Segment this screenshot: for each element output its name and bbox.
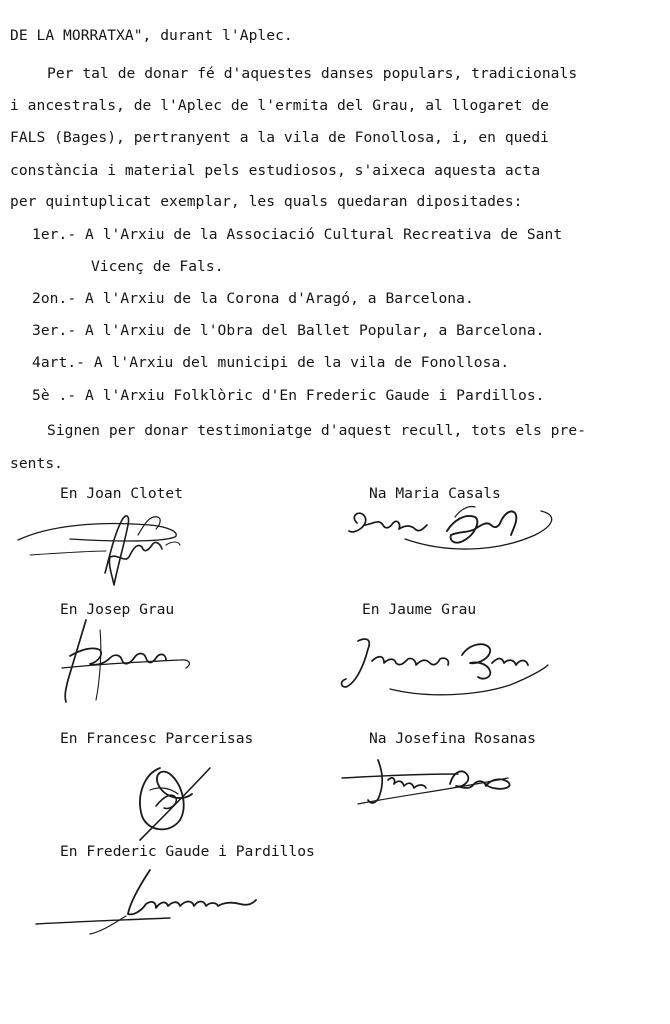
signature-frederic-gaude [30, 862, 290, 942]
list-item-3: 3er.- A l'Arxiu de l'Obra del Ballet Popular, a Barcelona. [32, 322, 545, 339]
list-item-4: 4art.- A l'Arxiu del municipi de la vila de Fonollosa. [32, 354, 510, 371]
text-line-1: DE LA MORRATXA", durant l'Aplec. [10, 27, 293, 44]
signature-maria-casals [335, 495, 565, 565]
signature-joan-clotet [10, 495, 210, 595]
signature-jaume-grau [330, 625, 560, 705]
text-line-3: i ancestrals, de l'Aplec de l'ermita del Grau, al llogaret de [10, 97, 550, 114]
text-line-2: Per tal de donar fé d'aquestes danses populars, tradicionals [47, 65, 578, 82]
signatory-name-josefina-rosanas: Na Josefina Rosanas [369, 730, 536, 747]
text-line-closing-2: sents. [10, 455, 64, 472]
signature-francesc-parcerisas [120, 750, 230, 850]
signatory-name-francesc-parcerisas: En Francesc Parcerisas [60, 730, 254, 747]
list-item-1-continuation: Vicenç de Fals. [91, 258, 224, 275]
signatory-name-jaume-grau: En Jaume Grau [362, 601, 477, 618]
list-item-1: 1er.- A l'Arxiu de la Associació Cultural Recreativa de Sant [32, 226, 563, 243]
signatory-name-josep-grau: En Josep Grau [60, 601, 175, 618]
signatory-name-joan-clotet: En Joan Clotet [60, 485, 184, 502]
signature-josep-grau [40, 610, 210, 710]
text-line-closing-1: Signen per donar testimoniatge d'aquest recull, tots els pre- [47, 422, 587, 439]
list-item-5: 5è .- A l'Arxiu Folklòric d'En Frederic Gaude i Pardillos. [32, 387, 545, 404]
text-line-4: FALS (Bages), pertranyent a la vila de Fonollosa, i, en quedi [10, 129, 550, 146]
list-item-2: 2on.- A l'Arxiu de la Corona d'Aragó, a Barcelona. [32, 290, 474, 307]
signatory-name-frederic-gaude: En Frederic Gaude i Pardillos [60, 843, 315, 860]
text-line-5: constància i material pels estudiosos, s'aixeca aquesta acta [10, 162, 541, 179]
text-line-6: per quintuplicat exemplar, les quals quedaran dipositades: [10, 193, 523, 210]
signatory-name-maria-casals: Na Maria Casals [369, 485, 501, 502]
signature-josefina-rosanas [338, 750, 538, 820]
